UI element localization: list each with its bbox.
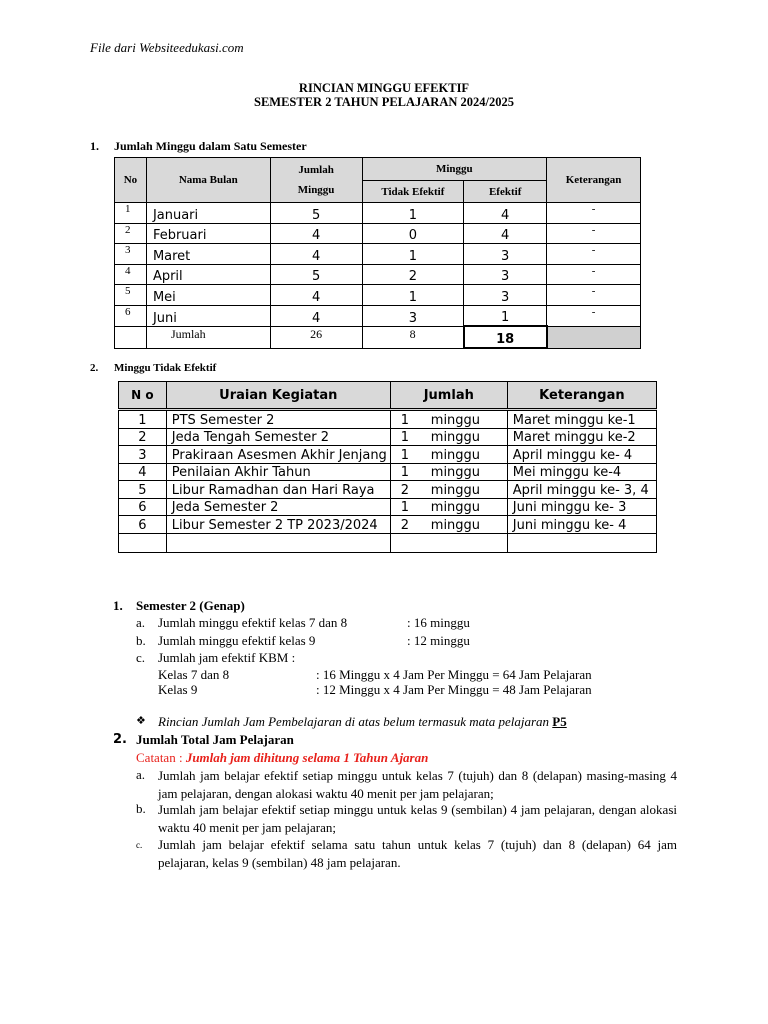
kbm-kelas-9: Kelas 9	[158, 682, 198, 697]
note-bullet-icon: ❖	[136, 714, 146, 727]
row-no: 5	[119, 481, 167, 499]
row-keterangan: April minggu ke- 4	[507, 446, 656, 464]
table2-row	[119, 481, 657, 499]
total-item-c-text: Jumlah jam belajar efektif selama satu tahun untuk kelas 7 (tujuh) dan 8 (delapan) 64 jam pelajaran, kelas 9 (sembilan) 48 jam pelajaran.	[158, 837, 677, 870]
row-no: 1	[115, 203, 147, 224]
empty-cell	[507, 533, 656, 552]
table1-total-row	[115, 326, 641, 348]
row-no: 4	[119, 463, 167, 481]
row-jumlah	[390, 481, 507, 499]
header-nama-bulan: Nama Bulan	[146, 158, 270, 203]
row-efektif: 3	[464, 264, 547, 285]
row-qty: 1	[400, 430, 410, 445]
table1-row	[115, 285, 641, 306]
table2-row	[119, 446, 657, 464]
note	[158, 714, 567, 730]
row-tidak-efektif: 1	[362, 285, 464, 306]
row-tidak-efektif: 1	[362, 244, 464, 265]
total-spacer	[115, 326, 147, 348]
row-uraian: Jeda Tengah Semester 2	[166, 428, 390, 446]
table1-row	[115, 203, 641, 224]
row-keterangan: Mei minggu ke-4	[507, 463, 656, 481]
row-tidak-efektif: 2	[362, 264, 464, 285]
row-bulan: Februari	[146, 223, 270, 244]
total-section-number: 2.	[113, 732, 127, 747]
section1-number: 1.	[90, 139, 99, 153]
row-qty: 1	[400, 412, 410, 428]
table1-row	[115, 264, 641, 285]
minggu-semester-table	[114, 157, 641, 349]
row-efektif: 3	[464, 244, 547, 265]
header-efektif: Efektif	[464, 181, 547, 203]
row-uraian: Jeda Semester 2	[166, 498, 390, 516]
row-qty: 1	[400, 447, 410, 463]
empty-cell	[119, 533, 167, 552]
total-item-c-letter: c.	[136, 840, 143, 850]
row-bulan: Juni	[146, 305, 270, 326]
t2-header-jumlah: Jumlah	[390, 382, 507, 410]
semester-item-a-letter: a.	[136, 615, 146, 630]
row-jumlah: 4	[270, 223, 362, 244]
row-keterangan: -	[547, 264, 641, 285]
row-bulan: April	[146, 264, 270, 285]
section2-number: 2.	[90, 362, 99, 374]
semester-number: 1.	[113, 598, 123, 613]
doc-subtitle: SEMESTER 2 TAHUN PELAJARAN 2024/2025	[254, 95, 514, 109]
row-bulan: Maret	[146, 244, 270, 265]
catatan-label: Catatan :	[136, 750, 186, 765]
row-uraian: Libur Ramadhan dan Hari Raya	[166, 481, 390, 499]
row-bulan: Januari	[146, 203, 270, 224]
row-jumlah	[390, 446, 507, 464]
header-keterangan: Keterangan	[547, 158, 641, 203]
table2-row	[119, 410, 657, 429]
semester-item-b-text: Jumlah minggu efektif kelas 9	[158, 633, 316, 648]
kbm-kelas-7-8: Kelas 7 dan 8	[158, 667, 230, 682]
row-keterangan: Maret minggu ke-1	[507, 410, 656, 429]
total-tidak-efektif: 8	[362, 326, 464, 348]
empty-cell	[166, 533, 390, 552]
row-tidak-efektif: 1	[362, 203, 464, 224]
catatan-text: Jumlah jam dihitung selama 1 Tahun Ajaran	[185, 750, 429, 765]
row-uraian: Libur Semester 2 TP 2023/2024	[166, 516, 390, 534]
row-no: 5	[115, 285, 147, 306]
semester-item-b-letter: b.	[136, 633, 146, 648]
table2-row	[119, 463, 657, 481]
header-tidak-efektif: Tidak Efektif	[362, 181, 464, 203]
row-unit: minggu	[430, 465, 481, 480]
row-tidak-efektif: 0	[362, 223, 464, 244]
row-qty: 1	[400, 465, 410, 480]
table1-row	[115, 244, 641, 265]
row-unit: minggu	[430, 430, 481, 445]
semester-item-a-text: Jumlah minggu efektif kelas 7 dan 8	[158, 615, 348, 630]
row-unit: minggu	[430, 517, 481, 533]
row-bulan: Mei	[146, 285, 270, 306]
table1-row	[115, 305, 641, 326]
row-no: 1	[119, 410, 167, 429]
row-jumlah	[390, 463, 507, 481]
row-jumlah: 4	[270, 285, 362, 306]
t2-header-no: N o	[119, 382, 167, 410]
kbm-kelas-7-8-value: : 16 Minggu x 4 Jam Per Minggu = 64 Jam Pelajaran	[316, 667, 592, 682]
row-qty: 1	[400, 500, 410, 515]
semester-item-c-letter: c.	[136, 650, 146, 665]
row-jumlah	[390, 410, 507, 429]
row-keterangan: Juni minggu ke- 4	[507, 516, 656, 534]
row-keterangan: April minggu ke- 3, 4	[507, 481, 656, 499]
semester-heading: Semester 2 (Genap)	[136, 598, 245, 613]
row-jumlah: 4	[270, 305, 362, 326]
header-jumlah-minggu	[270, 158, 362, 203]
table2-row	[119, 516, 657, 534]
t2-header-keterangan: Keterangan	[507, 382, 656, 410]
row-qty: 2	[400, 482, 410, 498]
total-item-a-letter: a.	[136, 767, 146, 782]
row-efektif: 1	[464, 305, 547, 326]
total-item-a-text: Jumlah jam belajar efektif setiap minggu untuk kelas 7 (tujuh) dan 8 (delapan) masing-masing 4 jam pelajaran, dengan alokasi waktu 40 menit per jam pelajaran;	[158, 768, 677, 801]
row-no: 2	[119, 428, 167, 446]
header-minggu: Minggu	[297, 184, 335, 196]
semester-item-c-text: Jumlah jam efektif KBM :	[158, 650, 296, 665]
total-section-heading: Jumlah Total Jam Pelajaran	[136, 732, 294, 747]
row-keterangan: Juni minggu ke- 3	[507, 498, 656, 516]
header-minggu-group: Minggu	[362, 158, 547, 181]
row-efektif: 4	[464, 203, 547, 224]
row-keterangan: -	[547, 244, 641, 265]
doc-title: RINCIAN MINGGU EFEKTIF	[298, 81, 470, 95]
row-jumlah: 4	[270, 244, 362, 265]
row-tidak-efektif: 3	[362, 305, 464, 326]
minggu-tidak-efektif-table	[118, 381, 657, 553]
header-jumlah: Jumlah	[298, 164, 334, 176]
row-jumlah: 5	[270, 203, 362, 224]
row-keterangan: -	[547, 285, 641, 306]
row-keterangan: -	[547, 305, 641, 326]
row-keterangan: -	[547, 223, 641, 244]
source-note: File dari Websiteedukasi.com	[90, 40, 244, 55]
row-efektif: 3	[464, 285, 547, 306]
row-jumlah: 5	[270, 264, 362, 285]
table2-row	[119, 498, 657, 516]
row-uraian: PTS Semester 2	[166, 410, 390, 429]
semester-item-a-value: : 16 minggu	[407, 615, 470, 630]
row-jumlah	[390, 428, 507, 446]
total-item-b-text: Jumlah jam belajar efektif setiap minggu untuk kelas 9 (sembilan) 4 jam pelajaran, dengan alokasi waktu 40 menit per jam pelajaran;	[158, 802, 677, 835]
row-unit: minggu	[430, 500, 481, 515]
semester-item-b-value: : 12 minggu	[407, 633, 470, 648]
note-text: Rincian Jumlah Jam Pembelajaran di atas belum termasuk mata pelajaran	[158, 714, 553, 729]
row-efektif: 4	[464, 223, 547, 244]
table1-row	[115, 223, 641, 244]
total-jumlah: 26	[270, 326, 362, 348]
row-no: 6	[119, 516, 167, 534]
row-unit: minggu	[430, 447, 481, 463]
row-no: 6	[119, 498, 167, 516]
row-keterangan: Maret minggu ke-2	[507, 428, 656, 446]
note-p5: P5	[552, 714, 567, 729]
table2-row	[119, 428, 657, 446]
row-no: 3	[115, 244, 147, 265]
row-uraian: Penilaian Akhir Tahun	[166, 463, 390, 481]
total-efektif: 18	[464, 326, 547, 348]
row-uraian: Prakiraan Asesmen Akhir Jenjang	[166, 446, 390, 464]
row-no: 6	[115, 305, 147, 326]
empty-cell	[390, 533, 507, 552]
row-jumlah	[390, 498, 507, 516]
row-jumlah	[390, 516, 507, 534]
row-no: 3	[119, 446, 167, 464]
total-item-b-letter: b.	[136, 801, 146, 816]
table2-empty-row	[119, 533, 657, 552]
t2-header-uraian: Uraian Kegiatan	[166, 382, 390, 410]
row-no: 2	[115, 223, 147, 244]
header-no: No	[115, 158, 147, 203]
row-unit: minggu	[430, 482, 481, 498]
kbm-kelas-9-value: : 12 Minggu x 4 Jam Per Minggu = 48 Jam Pelajaran	[316, 682, 592, 697]
catatan	[136, 750, 428, 766]
row-unit: minggu	[430, 412, 481, 428]
row-qty: 2	[400, 517, 410, 533]
row-no: 4	[115, 264, 147, 285]
total-label: Jumlah	[146, 326, 270, 348]
section2-heading: Minggu Tidak Efektif	[114, 362, 217, 374]
section1-heading: Jumlah Minggu dalam Satu Semester	[114, 139, 307, 153]
row-keterangan: -	[547, 203, 641, 224]
total-keterangan	[547, 326, 641, 348]
